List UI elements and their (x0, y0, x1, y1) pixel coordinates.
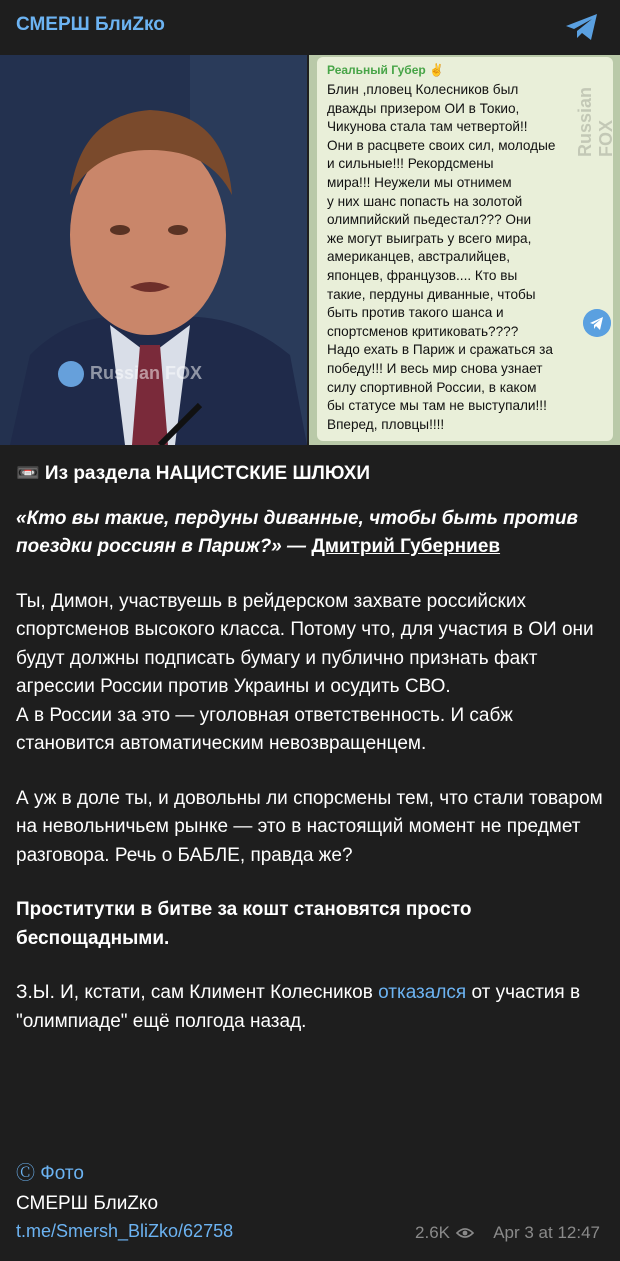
paragraph-4 (16, 979, 610, 1036)
card-text: Блин ,пловец Колесников был дважды призером ОИ в Токио, Чикунова стала там четвертой!! Они в расцвете своих сил, молодые и сильные!!! Рекордсмены мира!!! Неужели мы отнимем у них шанс попасть на золотой олимпийский пьедестал??? Они же могут выиграть у всего мира, американцев, австралийцев, японцев, французов.... Кто вы такие, пердуны диванные, чтобы быть против такого шанса и спортсменов критиковать???? Надо ехать в Париж и сражаться за победу!!! И весь мир снова узнает силу спортивной России, в каком бы статусе мы там не выступали!!! Вперед, пловцы!!!! (327, 82, 556, 432)
views-count: 2.6K (415, 1223, 450, 1242)
telegram-icon[interactable] (564, 12, 600, 42)
quote (16, 505, 610, 562)
paragraph-4-end: от участия в "олимпиаде" ещё полгода назад. (16, 982, 581, 1032)
quote-author: Дмитрий Губерниев (311, 536, 501, 557)
forward-icon (583, 309, 611, 337)
post-footer (16, 1158, 610, 1215)
meta-row (16, 1221, 610, 1251)
post-date: Apr 3 at 12:47 (493, 1223, 600, 1242)
paragraph-2: А уж в доле ты, и довольны ли спорсмены тем, что стали товаром на невольничьем рынке — это в настоящий момент не предмет разговора. Речь о БАБЛЕ, правда же? (16, 787, 603, 866)
quote-text: «Кто вы такие, пердуны диванные, чтобы быть против поездки россиян в Париж?» — (16, 507, 578, 557)
post-body (16, 460, 610, 1036)
paragraph-3: Проститутки в битве за кошт становятся просто беспощадными. (16, 899, 472, 949)
photo-credit-link[interactable]: Ⓒ Фото (16, 1163, 84, 1184)
paragraph-1b-text: А в России за это — уголовная ответственность. И сабж становится автоматическим невозвращенцем. (16, 704, 513, 754)
photo-screenshot[interactable] (309, 55, 620, 445)
section-line: 📼 Из раздела НАЦИСТСКИЕ ШЛЮХИ (16, 463, 371, 484)
watermark-text: Russian FOX (90, 363, 203, 383)
man-portrait (0, 55, 307, 445)
post-header (0, 0, 620, 55)
post-link[interactable]: t.me/Smersh_BliZko/62758 (16, 1221, 234, 1241)
paragraph-4-start: З.Ы. И, кстати, сам Климент Колесников (16, 982, 379, 1003)
refused-link[interactable]: отказался (378, 982, 467, 1003)
signature: СМЕРШ БлиZко (16, 1193, 159, 1214)
eye-icon (456, 1227, 474, 1239)
paragraph-1 (16, 588, 610, 759)
message-card (317, 57, 616, 441)
channel-title[interactable]: СМЕРШ БлиZко (16, 14, 165, 35)
paragraph-1-text: Ты, Димон, участвуешь в рейдерском захвате российских спортсменов высокого класса. Потому что, для участия в ОИ они будут должны подписать бумагу и публично признать факт агрессии России против Украины и осудить СВО. (16, 590, 594, 697)
media-grid (0, 55, 620, 445)
card-watermark: Russian FOX (575, 86, 616, 157)
card-sender: Реальный Губер ✌ (327, 63, 444, 77)
watermark-logo-icon (58, 361, 84, 387)
photo-man[interactable] (0, 55, 307, 445)
